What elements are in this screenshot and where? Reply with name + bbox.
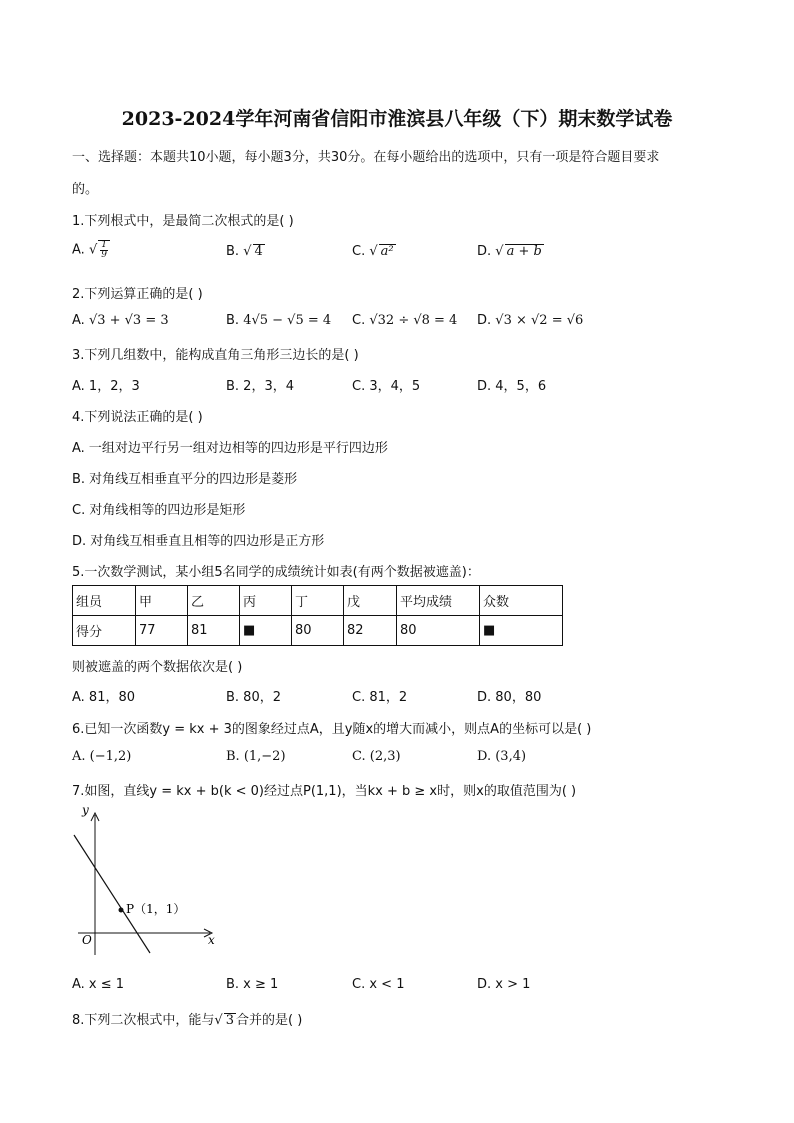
q5-option-d: D. 80，80 (477, 690, 542, 705)
q8-stem (72, 1009, 302, 1028)
q4-option-c: C. 对角线相等的四边形是矩形 (72, 503, 246, 518)
option-label: B. (226, 244, 240, 259)
option-label: D. (477, 313, 492, 328)
option-expression: √3 × √2 = √6 (495, 313, 584, 328)
table-cell: 81 (188, 616, 240, 646)
q2-option-c (352, 313, 457, 328)
x-axis-label: x (208, 933, 215, 947)
q2-option-b (226, 313, 331, 328)
table-cell: 80 (397, 616, 480, 646)
radicand: a + b (506, 244, 542, 259)
q7-option-c: C. x < 1 (352, 977, 405, 992)
q1-option-b (226, 244, 265, 259)
q3-option-b: B. 2，3，4 (226, 379, 294, 394)
radical-sign: √ (88, 242, 98, 258)
q2-option-a (72, 313, 169, 328)
q5-question: 则被遮盖的两个数据依次是( ) (72, 660, 243, 675)
table-cell: 丁 (292, 586, 344, 616)
q4-option-d: D. 对角线互相垂直且相等的四边形是正方形 (72, 534, 325, 549)
option-expression: 4√5 − √5 = 4 (243, 313, 332, 328)
q2-option-d (477, 313, 583, 328)
q1-option-d (477, 244, 544, 259)
q7-option-b: B. x ≥ 1 (226, 977, 279, 992)
q6-stem: 6.已知一次函数y = kx + 3的图象经过点A，且y随x的增大而减小，则点A的坐标可以是( ) (72, 722, 592, 737)
table-cell: 甲 (136, 586, 188, 616)
table-cell: 82 (344, 616, 397, 646)
option-label: A. (72, 242, 85, 258)
q6-option-a: A. (−1,2) (72, 749, 132, 764)
table-row (73, 616, 563, 646)
option-expression: √32 ÷ √8 = 4 (369, 313, 458, 328)
score-table (72, 585, 563, 646)
table-cell: 乙 (188, 586, 240, 616)
table-cell: 80 (292, 616, 344, 646)
q4-option-a: A. 一组对边平行另一组对边相等的四边形是平行四边形 (72, 441, 388, 456)
section-header-line2: 的。 (72, 182, 99, 197)
option-label: C. (352, 244, 366, 259)
q6-option-c: C. (2,3) (352, 749, 401, 764)
origin-label: O (82, 933, 92, 947)
q5-option-b: B. 80，2 (226, 690, 281, 705)
denominator: 9 (101, 250, 107, 260)
q2-stem: 2.下列运算正确的是( ) (72, 287, 203, 302)
table-cell: 平均成绩 (397, 586, 480, 616)
q3-option-c: C. 3，4，5 (352, 379, 421, 394)
q3-option-a: A. 1，2，3 (72, 379, 140, 394)
q5-stem: 5.一次数学测试，某小组5名同学的成绩统计如表(有两个数据被遮盖)： (72, 565, 480, 580)
q5-option-a: A. 81，80 (72, 690, 136, 705)
option-expression: √3 + √3 = 3 (88, 313, 169, 328)
table-cell: ■ (240, 616, 292, 646)
table-cell: 得分 (73, 616, 136, 646)
radical-sign: √ (495, 244, 504, 259)
table-cell: 众数 (480, 586, 563, 616)
option-label: D. (477, 244, 492, 259)
table-header-row (73, 586, 563, 616)
q1-option-a (72, 240, 110, 260)
table-cell: 组员 (73, 586, 136, 616)
table-cell: ■ (480, 616, 563, 646)
radicand: 3 (225, 1013, 234, 1028)
table-cell: 戊 (344, 586, 397, 616)
q4-stem: 4.下列说法正确的是( ) (72, 410, 203, 425)
option-label: B. (226, 313, 240, 328)
page-title: 2023-2024学年河南省信阳市淮滨县八年级（下）期末数学试卷 (121, 108, 673, 130)
option-label: C. (352, 313, 366, 328)
table-cell: 77 (136, 616, 188, 646)
q1-stem: 1.下列根式中，是最简二次根式的是( ) (72, 214, 294, 229)
q6-option-d: D. (3,4) (477, 749, 527, 764)
table-cell: 丙 (240, 586, 292, 616)
section-header-line1: 一、选择题：本题共10小题，每小题3分，共30分。在每小题给出的选项中，只有一项是符合题目要求 (72, 150, 660, 165)
q7-option-d: D. x > 1 (477, 977, 531, 992)
radical-sign: √ (214, 1013, 223, 1028)
radical-sign: √ (243, 244, 252, 259)
q7-option-a: A. x ≤ 1 (72, 977, 125, 992)
numerator: 1 (101, 240, 107, 250)
radicand: a² (380, 244, 394, 259)
q8-stem-pre: 8.下列二次根式中，能与 (72, 1013, 215, 1028)
q7-stem: 7.如图，直线y = kx + b(k < 0)经过点P(1,1)，当kx + b ≥ x时，则x的取值范围为( ) (72, 784, 577, 799)
option-label: A. (72, 313, 85, 328)
q4-option-b: B. 对角线互相垂直平分的四边形是菱形 (72, 472, 298, 487)
q6-option-b: B. (1,−2) (226, 749, 286, 764)
q5-option-c: C. 81，2 (352, 690, 408, 705)
fraction (98, 240, 110, 260)
q8-stem-post: 合并的是( ) (235, 1013, 303, 1028)
y-axis-label: y (82, 805, 89, 817)
radical-sign: √ (369, 244, 378, 259)
q3-stem: 3.下列几组数中，能构成直角三角形三边长的是( ) (72, 348, 359, 363)
q3-option-d: D. 4，5，6 (477, 379, 547, 394)
point-p (119, 908, 124, 913)
q7-figure (70, 805, 230, 965)
point-p-label: P（1，1） (126, 902, 186, 916)
radicand: 4 (254, 244, 263, 259)
q1-option-c (352, 244, 396, 259)
